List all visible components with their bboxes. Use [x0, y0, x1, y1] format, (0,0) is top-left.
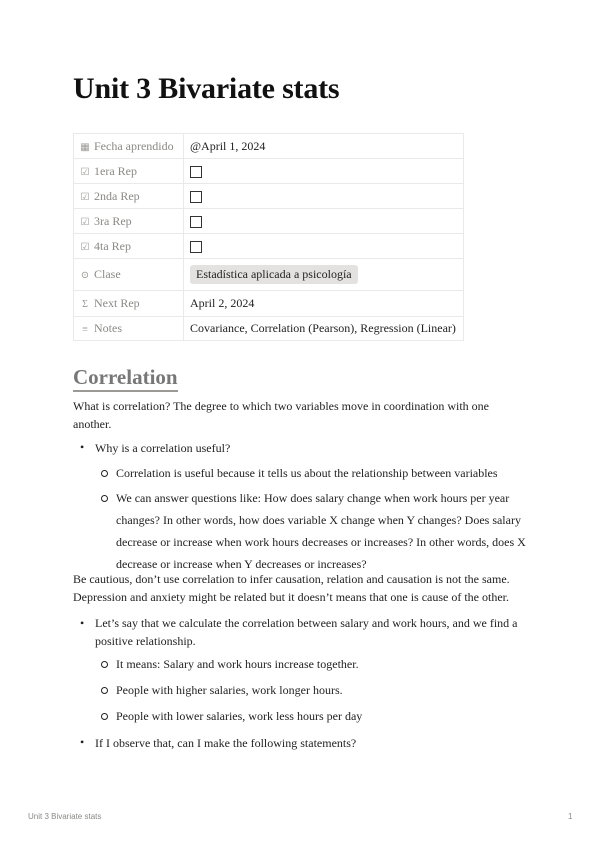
- calendar-icon: ▦: [80, 141, 90, 153]
- bullet-icon: •: [80, 735, 85, 749]
- class-tag[interactable]: Estadística aplicada a psicología: [190, 265, 358, 284]
- properties-table: [73, 133, 464, 341]
- property-key: 2nda Rep: [94, 188, 140, 203]
- section-heading-correlation: Correlation: [73, 364, 178, 392]
- text-lines-icon: ≡: [82, 324, 88, 335]
- property-row-1era-rep[interactable]: [74, 159, 464, 184]
- checkbox-icon: ☑: [80, 166, 90, 178]
- property-key: Fecha aprendido: [94, 138, 174, 153]
- property-row-next-rep[interactable]: [74, 291, 464, 317]
- circle-bullet-icon: [101, 470, 108, 477]
- checkbox-icon: ☑: [80, 191, 90, 203]
- paragraph-caution: Be cautious, don’t use correlation to infer causation, relation and causation is not the same. Depression and anxiety might be related but it doesn’t means that one is cause of the other.: [73, 572, 510, 604]
- checkbox[interactable]: [190, 241, 202, 253]
- checkbox[interactable]: [190, 166, 202, 178]
- bullet-icon: •: [80, 616, 85, 630]
- property-row-notes[interactable]: [74, 317, 464, 341]
- next-rep-value: April 2, 2024: [184, 291, 464, 317]
- list-item: We can answer questions like: How does salary change when work hours per year changes? In other words, how does variable X change when Y changes? Does salary decrease or increase when work hours decreases or increases? In other words, does X decrease or increase when Y decreases or increases?: [116, 491, 526, 571]
- list-item: People with lower salaries, work less hours per day: [116, 709, 363, 723]
- paragraph-definition: What is correlation? The degree to which two variables move in coordination with one another.: [73, 399, 489, 431]
- footer-title: Unit 3 Bivariate stats: [28, 812, 102, 821]
- property-key: Next Rep: [94, 296, 140, 310]
- notes-value[interactable]: Covariance, Correlation (Pearson), Regression (Linear): [184, 317, 464, 341]
- checkbox-icon: ☑: [80, 216, 90, 228]
- property-row-3ra-rep[interactable]: [74, 209, 464, 234]
- property-key: Clase: [94, 267, 121, 281]
- circle-bullet-icon: [101, 687, 108, 694]
- property-row-clase[interactable]: [74, 259, 464, 291]
- circle-bullet-icon: [101, 661, 108, 668]
- page-number: 1: [568, 812, 573, 821]
- property-key: 3ra Rep: [94, 213, 132, 228]
- bullet-icon: •: [80, 440, 85, 454]
- property-row-4ta-rep[interactable]: [74, 234, 464, 259]
- page-title: Unit 3 Bivariate stats: [73, 72, 340, 105]
- checkbox-icon: ☑: [80, 241, 90, 253]
- formula-icon: Σ: [82, 299, 88, 310]
- property-row-fecha-aprendido[interactable]: [74, 134, 464, 159]
- property-row-2nda-rep[interactable]: [74, 184, 464, 209]
- list-item: If I observe that, can I make the following statements?: [95, 736, 357, 750]
- list-item: It means: Salary and work hours increase together.: [116, 657, 359, 671]
- property-key: Notes: [94, 321, 122, 335]
- list-item: Correlation is useful because it tells us about the relationship between variables: [116, 466, 498, 480]
- property-key: 4ta Rep: [94, 238, 131, 253]
- property-key: 1era Rep: [94, 163, 137, 178]
- circle-bullet-icon: [101, 713, 108, 720]
- list-item: Why is a correlation useful?: [95, 441, 231, 455]
- checkbox[interactable]: [190, 191, 202, 203]
- checkbox[interactable]: [190, 216, 202, 228]
- list-item: People with higher salaries, work longer hours.: [116, 683, 343, 697]
- select-icon: ⊙: [80, 270, 90, 281]
- list-item: Let’s say that we calculate the correlation between salary and work hours, and we find a positive relationship.: [95, 616, 518, 648]
- circle-bullet-icon: [101, 495, 108, 502]
- date-value[interactable]: @April 1, 2024: [184, 134, 464, 159]
